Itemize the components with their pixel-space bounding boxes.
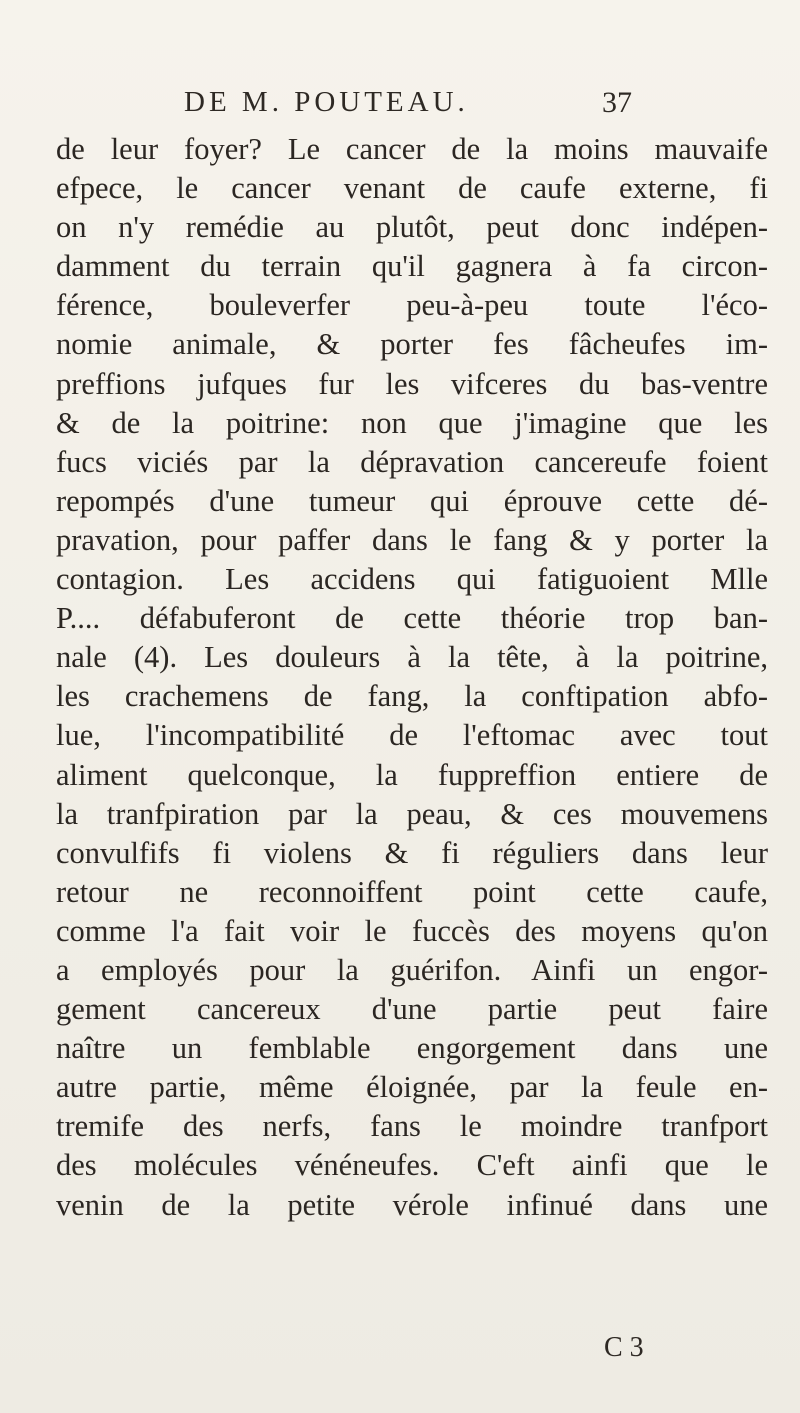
page-number: 37 (602, 86, 632, 119)
page-header (172, 86, 632, 126)
signature-mark: C 3 (604, 1332, 644, 1363)
text-line: pravation, pour paffer dans le fang & y porter la (56, 522, 768, 557)
text-line: naître un femblable engorgement dans une (56, 1031, 768, 1066)
text-line: repompés d'une tumeur qui éprouve cette dé- (56, 483, 768, 518)
text-line: gement cancereux d'une partie peut faire (56, 992, 768, 1027)
text-line: a employés pour la guérifon. Ainfi un engor- (56, 952, 768, 987)
text-line: de leur foyer? Le cancer de la moins mauvaife (56, 132, 768, 166)
text-line: nomie animale, & porter fes fâcheufes im- (56, 327, 768, 362)
text-line: P.... défabuferont de cette théorie trop ban- (56, 601, 768, 636)
text-line: la tranfpiration par la peau, & ces mouvemens (56, 796, 768, 831)
text-line: retour ne reconnoiffent point cette caufe, (56, 874, 768, 909)
text-line: lue, l'incompatibilité de l'eftomac avec tout (56, 718, 768, 753)
text-line: venin de la petite vérole infinué dans une (56, 1187, 768, 1222)
text-line: des molécules vénéneufes. C'eft ainfi que le (56, 1148, 768, 1183)
text-line: autre partie, même éloignée, par la feule en- (56, 1070, 768, 1105)
text-line: fucs viciés par la dépravation cancereufe foient (56, 444, 768, 479)
text-line: & de la poitrine: non que j'imagine que les (56, 405, 768, 440)
text-line: comme l'a fait voir le fuccès des moyens qu'on (56, 913, 768, 948)
text-line: convulfifs fi violens & fi réguliers dans leur (56, 835, 768, 870)
text-line: on n'y remédie au plutôt, peut donc indépen- (56, 210, 768, 245)
text-line: férence, bouleverfer peu-à-peu toute l'éco- (56, 288, 768, 323)
running-title: DE M. POUTEAU. (184, 86, 469, 118)
text-line: preffions jufques fur les vifceres du bas-ventre (56, 366, 768, 401)
body-text (56, 130, 768, 1225)
text-line: nale (4). Les douleurs à la tête, à la poitrine, (56, 640, 768, 675)
text-line: damment du terrain qu'il gagnera à fa circon- (56, 249, 768, 284)
text-line: tremife des nerfs, fans le moindre tranfport (56, 1109, 768, 1144)
text-line: contagion. Les accidens qui fatiguoient Mlle (56, 562, 768, 597)
text-line: aliment quelconque, la fuppreffion entiere de (56, 757, 768, 792)
text-line: efpece, le cancer venant de caufe externe, fi (56, 171, 768, 206)
text-line: les crachemens de fang, la conftipation abfo- (56, 679, 768, 714)
